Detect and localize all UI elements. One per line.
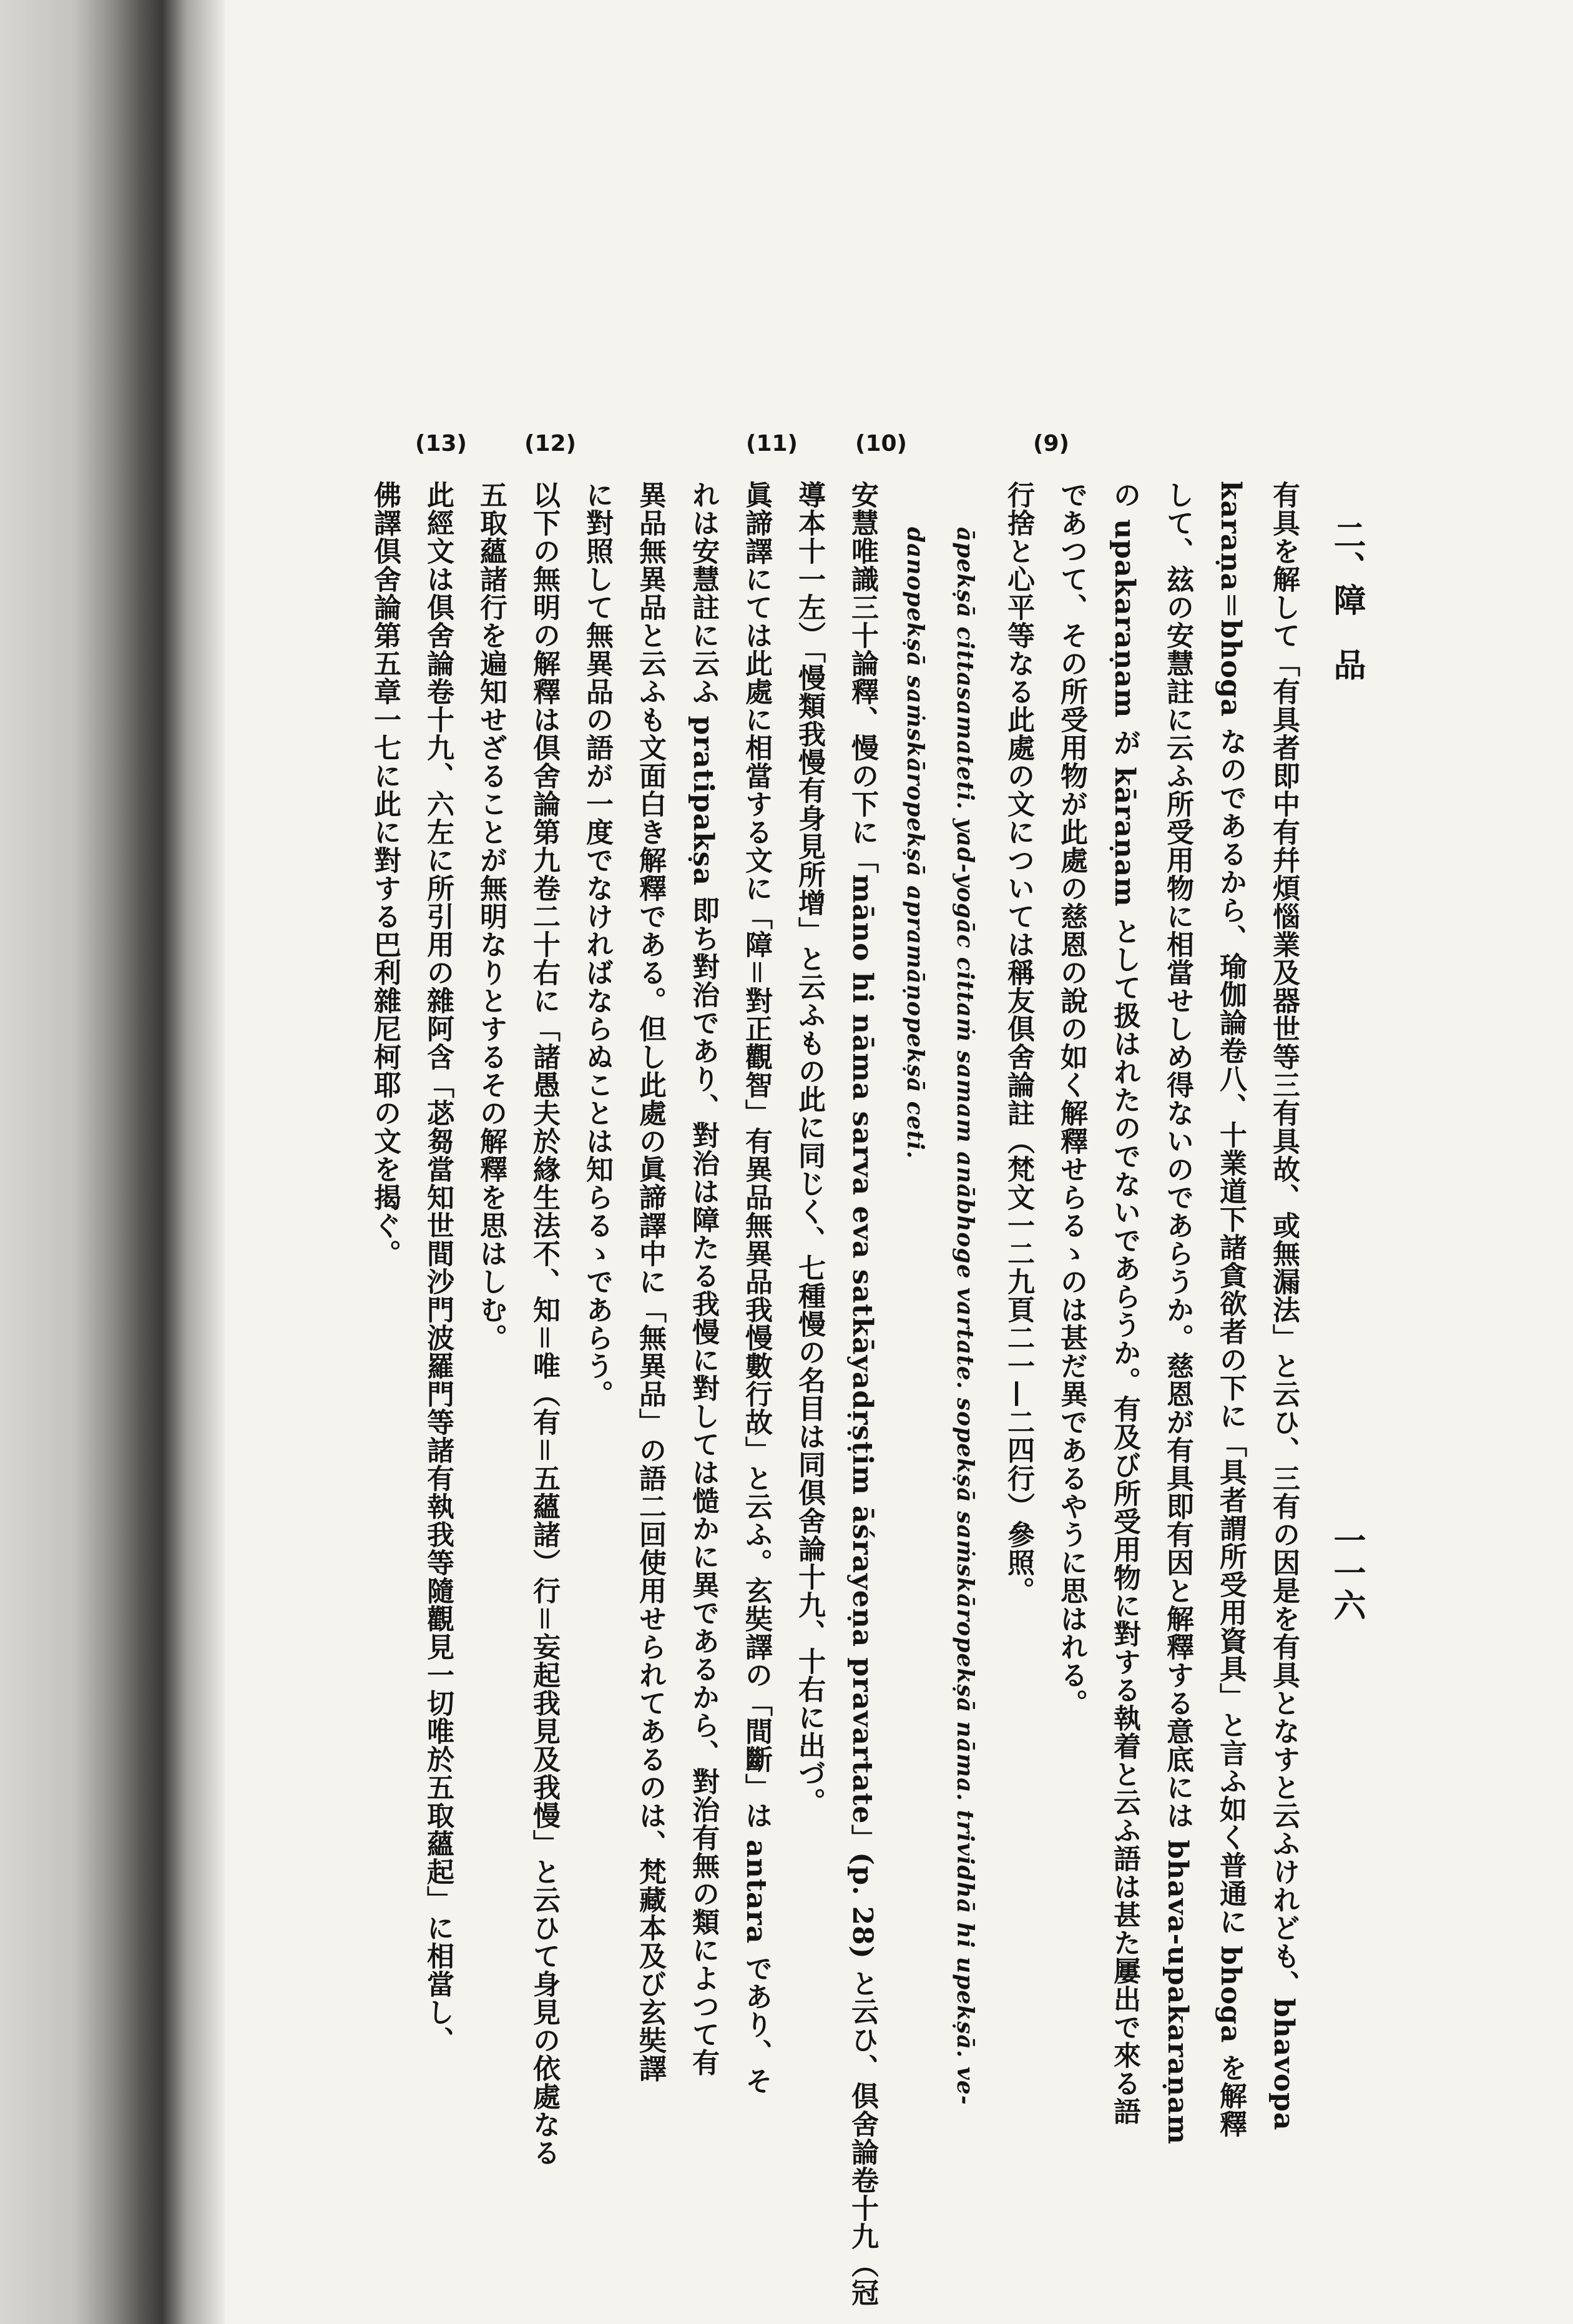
book-spine-shadow (0, 0, 225, 2324)
text-column: 此經文は倶舍論卷十九、六左に所引用の雜阿含「苾芻當知世間沙門波羅門等諸有執我等隨觀見一切唯於五取蘊起」に相當し、 (422, 481, 454, 2054)
note-number-10: (10) (855, 431, 908, 456)
text-column: 安慧唯識三十論釋、慢の下に「māno hi nāma sarva eva satkāyadṛṣṭim āśrayeṇa pravartate」(p. 28) と云ひ、倶舍論卷十九（冠 (846, 481, 878, 2307)
text-column: danopekṣā saṁskāropekṣā apramāṇopekṣā ceti. (902, 481, 928, 1160)
text-column: 以下の無明の解釋は倶舍論第九卷二十右に「諸愚夫於緣生法不、知＝唯（有＝五蘊諸）行＝妄起我見及我慢」と云ひて身見の依處なる (528, 481, 560, 2167)
text-column: 導本十一左）「慢類我慢有身見所增」と云ふもの此に同じく、七種慢の名目は同倶舍論十九、十右に出づ。 (793, 481, 825, 1816)
text-column: に對照して無異品の語が一度でなければならぬことは知らるゝであらう。 (581, 481, 613, 1408)
section-title: 二、障 品 (1328, 518, 1366, 681)
text-column: āpekṣā cittasamateti. yad-yogāc cittaṁ samam anābhoge vartate. sopekṣā saṁskāropekṣā nāma. trividhā hi upekṣā. ve- (952, 481, 978, 2105)
text-column: であつて、その所受用物が此處の慈恩の說の如く解釋せらるゝのは甚だ異であるやうに思はれる。 (1056, 481, 1087, 1717)
text-column: 行捨と心平等なる此處の文については稱友倶舍論註（梵文一二九頁二一—二四行）參照。 (1002, 481, 1034, 1605)
text-column: 五取蘊諸行を遍知せざることが無明なりとするその解釋を思はしむ。 (475, 481, 507, 1352)
note-number-12: (12) (524, 431, 577, 456)
text-column: の upakaraṇam が kāraṇam として扱はれたのでないであらうか。有及び所受用物に對する執着と云ふ語は甚た屢出で來る語 (1109, 481, 1140, 2126)
text-column: れは安慧註に云ふ pratipakṣa 即ち對治であり、對治は障たる我慢に對しては慥かに異であるから、對治有無の類によつて有 (687, 481, 719, 2077)
text-column: 眞諦譯にては此處に相當する文に「障＝對正觀智」有異品無異品我慢數行故」と云ふ。玄奘譯の「間斷」は antara であり、そ (740, 481, 772, 2095)
note-number-9: (9) (1033, 431, 1069, 456)
text-column: 有具を解して「有具者即中有幷煩惱業及器世等三有具故、或無漏法」と云ひ、三有の因是を有具となすと云ふけれども、bhavopa (1268, 481, 1300, 2131)
text-column: 異品無異品と云ふも文面白き解釋である。但し此處の眞諦譯中に「無異品」の語二回使用せられてあるのは、梵藏本及び玄奘譯 (634, 481, 666, 2082)
text-column: karaṇa＝bhoga なのであるから、瑜伽論卷八、十業道下諸貪欲者の下に「具者謂所受用資具」と言ふ如く普通に bhoga を解釋 (1215, 481, 1247, 2138)
page-number: 一一六 (1328, 1524, 1366, 1621)
text-column: して、玆の安慧註に云ふ所受用物に相當せしめ得ないのであらうか。慈恩が有具即有因と解釋する意底には bhava-upakaraṇam (1162, 481, 1193, 2145)
text-column: 佛譯倶舍論第五章一七に此に對する巴利雜尼柯耶の文を揭ぐ。 (369, 481, 401, 1268)
note-number-13: (13) (415, 431, 468, 456)
note-number-11: (11) (746, 431, 798, 456)
